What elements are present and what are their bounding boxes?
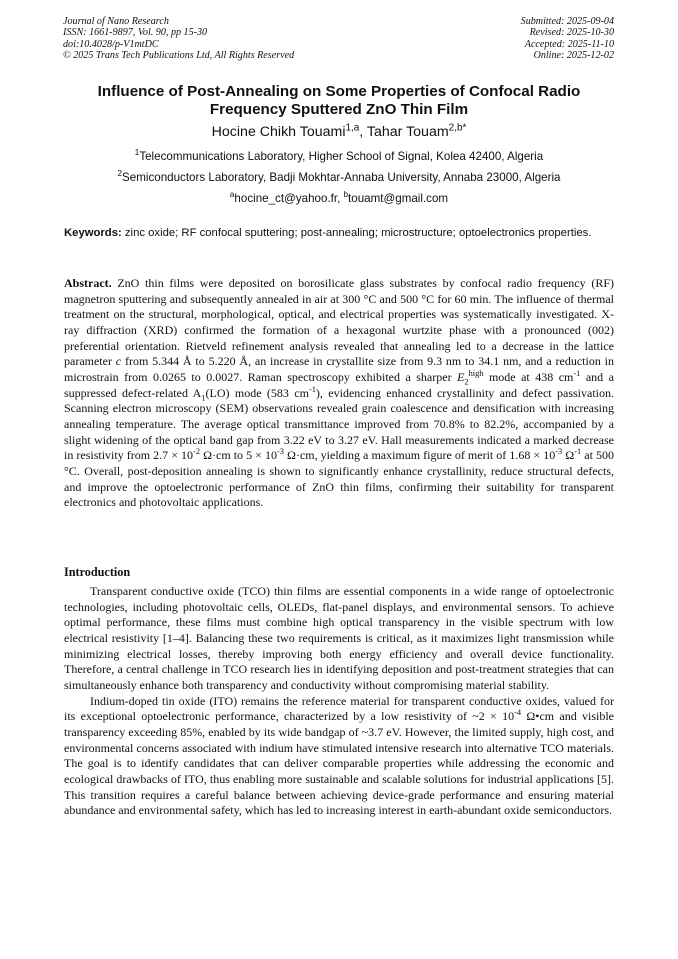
abstract-superscript: -1: [574, 447, 582, 457]
author-affiliation-marker: 1,a: [345, 122, 360, 134]
author-list: [60, 124, 618, 141]
title-line-1: Influence of Post-Annealing on Some Properties of Confocal Radio: [97, 83, 581, 100]
title-line-2: Frequency Sputtered ZnO Thin Film: [209, 100, 469, 118]
paragraph-text: Ω•cm and visible transparency exceeding 85%, enabled by its wide bandgap of ~3.7 eV. However, the limited supply, high cost, and environmental concerns associated with indium have stimulated intensive research into alternative TCO materials. The goal is to identify candidates that can deliver comparable properties while addressing the economic and ecological drawbacks of ITO, thus enabling more sustainable and scalable solutions for industrial applications [5]. This transition requires a careful balance between achieving device-grade performance and ensuring material abundance and environmental safety, which has led to increasing interest in earth-abundant oxide semiconductors.: [64, 709, 614, 818]
abstract-superscript: -1: [573, 368, 581, 378]
journal-header-right: [521, 16, 614, 62]
abstract-text: Ω·cm to 5 × 10: [200, 448, 277, 463]
abstract-subscript: 1: [201, 392, 206, 402]
abstract-text: at 500 °C. Overall, post-deposition annealing is shown to significantly enhance crystallinity, reduce structural defects, and improve the optoelectronic performance of ZnO thin films, confirming their suitability for transparent electronics and photovoltaic applications.: [64, 448, 614, 510]
email-marker: a: [229, 190, 235, 200]
introduction-paragraph-1: Transparent conductive oxide (TCO) thin films are essential components in a wide range of optoelectronic technologies, including photovoltaic cells, OLEDs, flat-panel displays, and environmental sensors. To achieve optimal performance, these films must combine high optical transparency in the visible spectrum with low electrical resistivity [1–4]. Balancing these two requirements is critical, as it maximizes light transmission while minimizing electrical losses, thereby improving both energy efficiency and overall device functionality. Therefore, a central challenge in TCO research lies in identifying deposition and post-treatment strategies that can simultaneously enhance both transparency and conductivity without compromising material stability.: [64, 584, 614, 692]
abstract-text: ), evidencing enhanced crystallinity and defect passivation. Scanning electron microscopy (SEM) observations revealed grain coalescence and densification with increasing annealing temperature. The average optical transmittance improved from 70.8% to 82.2%, accompanied by a slight widening of the optical band gap from 3.22 eV to 3.27 eV. Hall measurements indicated a marked decrease in resistivity from 2.7 × 10: [64, 385, 615, 463]
keywords-text: zinc oxide; RF confocal sputtering; post-annealing; microstructure; optoelectronics properties.: [121, 227, 592, 239]
journal-issn: ISSN: 1661-9897, Vol. 90, pp 15-30: [63, 27, 208, 39]
online-date: Online: 2025-12-02: [533, 50, 614, 62]
section-heading-introduction: Introduction: [64, 565, 131, 579]
abstract-symbol: E: [457, 369, 465, 384]
paragraph-text: Indium-doped tin oxide (ITO) remains the reference material for transparent conductive oxides, valued for its exceptional optoelectronic performance, characterized by a low resistivity of ~2 × 10: [64, 693, 614, 724]
email-link[interactable]: hocine_ct@yahoo.fr,: [234, 192, 344, 205]
revised-date: Revised: 2025-10-30: [529, 27, 614, 39]
abstract-text: Ω·cm, yielding a maximum figure of merit of 1.68 × 10: [283, 448, 556, 463]
journal-name: Journal of Nano Research: [63, 16, 169, 27]
copyright-notice: © 2025 Trans Tech Publications Ltd, All Rights Reserved: [63, 50, 295, 62]
abstract-subscript: 2: [464, 377, 469, 387]
author-separator: ,: [359, 124, 367, 140]
journal-header-left: [63, 16, 294, 62]
paragraph-superscript: -4: [514, 708, 522, 718]
author-affiliation-marker: 2,b*: [448, 122, 467, 134]
accepted-date: Accepted: 2025-11-10: [524, 38, 614, 50]
abstract-text: ZnO thin films were deposited on borosilicate glass substrates by confocal radio frequency (RF) magnetron sputtering and subsequently annealed in air at 300 °C and 500 °C for 60 min. The influence of thermal treatment on the structural, morphological, optical, and electrical properties was systematically investigated. X-ray diffraction (XRD) confirmed the formation of a hexagonal wurtzite phase with a pronounced (002) preferential orientation. Rietveld refinement analysis revealed that annealing led to a decrease in the lattice parameter: [64, 276, 614, 369]
abstract-superscript: -1: [308, 384, 316, 394]
abstract-symbol: c: [115, 354, 122, 369]
introduction-body: [64, 584, 614, 819]
email-marker: b: [343, 190, 349, 200]
author-name: Hocine Chikh Touami: [211, 124, 346, 140]
email-link[interactable]: touamt@gmail.com: [348, 192, 449, 205]
affiliation-1: [60, 150, 618, 164]
abstract: [64, 276, 614, 511]
paper-title: [60, 83, 618, 118]
abstract-superscript: -3: [277, 447, 284, 457]
abstract-text: mode at 438 cm: [483, 369, 574, 384]
abstract-text: and a suppressed defect-related A: [64, 369, 614, 400]
keywords-label: Keywords:: [64, 227, 122, 239]
affiliation-2: [60, 171, 618, 185]
abstract-superscript: -2: [193, 447, 201, 457]
affiliation-text: Telecommunications Laboratory, Higher School of Signal, Kolea 42400, Algeria: [139, 150, 544, 163]
introduction-paragraph-2: [64, 694, 614, 819]
doi-link[interactable]: doi:10.4028/p-V1mtDC: [63, 38, 159, 50]
keywords: [64, 227, 614, 241]
abstract-superscript: -3: [555, 447, 563, 457]
affiliation-text: Semiconductors Laboratory, Badji Mokhtar-Annaba University, Annaba 23000, Algeria: [122, 171, 561, 184]
affiliation-marker: 2: [117, 169, 123, 179]
author-name: Tahar Touam: [366, 124, 449, 140]
abstract-superscript: high: [468, 368, 484, 378]
abstract-label: Abstract.: [64, 276, 112, 290]
abstract-text: from 5.344 Å to 5.220 Å, an increase in crystallite size from 9.3 nm to 34.1 nm, and a reduction in microstrain from 0.0265 to 0.0027. Raman spectroscopy exhibited a sharper: [64, 354, 614, 384]
affiliation-marker: 1: [134, 148, 140, 158]
submitted-date: Submitted: 2025-09-04: [520, 16, 614, 27]
abstract-text: (LO) mode (583 cm: [205, 385, 309, 400]
abstract-text: Ω: [562, 448, 575, 463]
author-emails: [60, 192, 618, 206]
